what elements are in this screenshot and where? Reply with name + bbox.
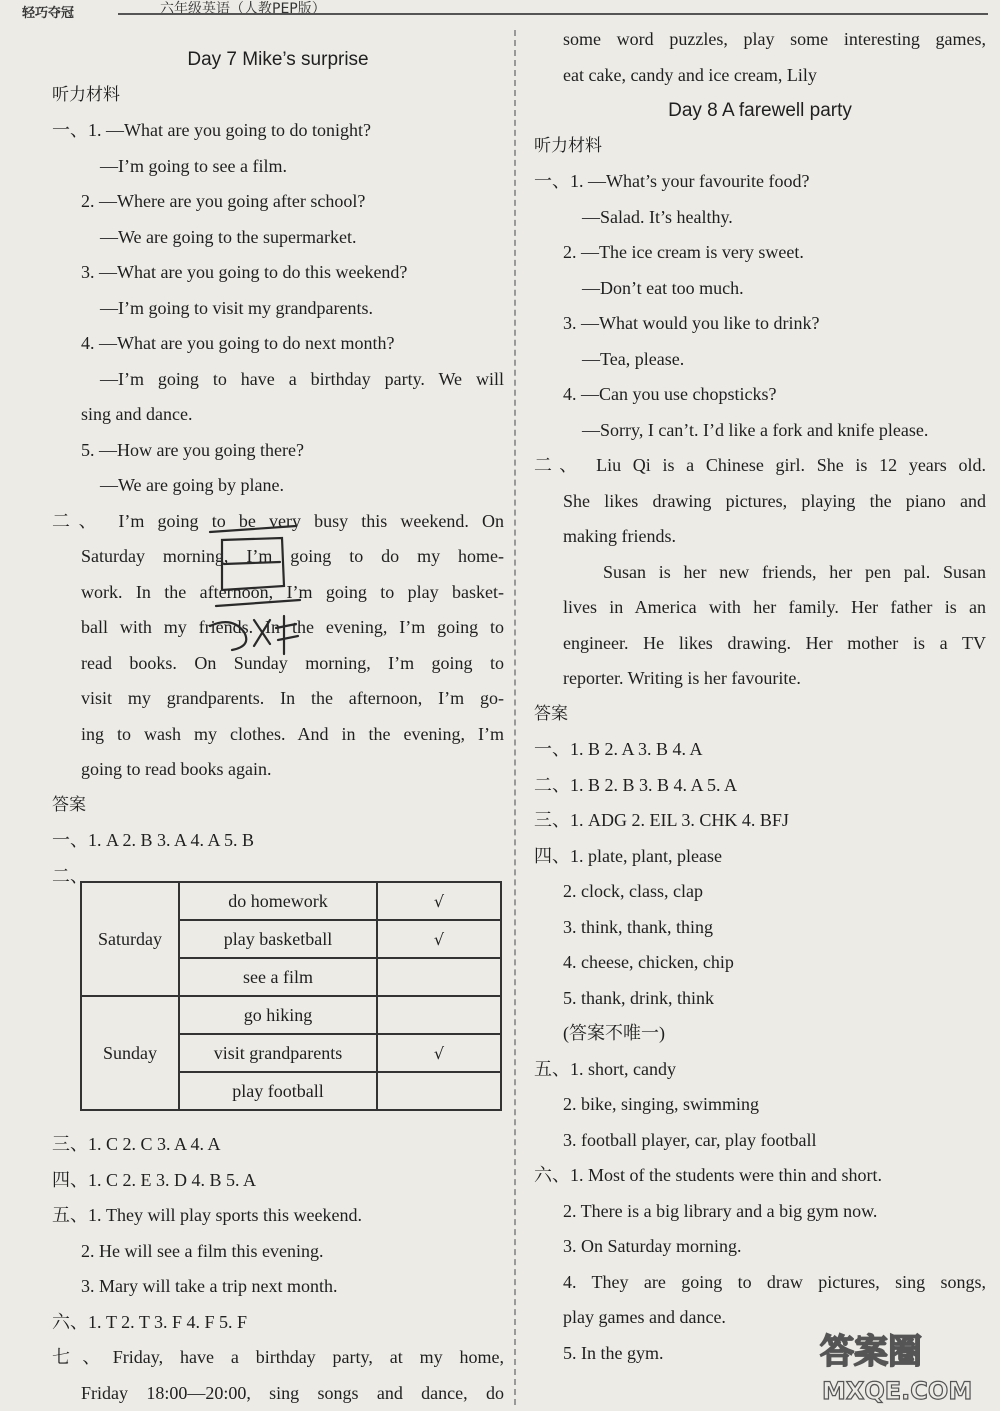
text-line: —I’m going to visit my grandparents. bbox=[52, 291, 504, 327]
table-row bbox=[81, 996, 501, 1034]
left-column-lower bbox=[52, 1127, 504, 1411]
watermark-url: MXQE.COM bbox=[822, 1377, 972, 1405]
answer-line: 三、1. C 2. C 3. A 4. A bbox=[52, 1127, 504, 1163]
day7-title: Day 7 Mike’s surprise bbox=[52, 42, 504, 78]
answer-line: 2. He will see a film this evening. bbox=[52, 1234, 504, 1270]
text-line: —We are going to the supermarket. bbox=[52, 220, 504, 256]
text-line: —Tea, please. bbox=[534, 342, 986, 378]
text-line: lives in America with her family. Her father is an bbox=[534, 590, 986, 626]
text-line: She likes drawing pictures, playing the piano and bbox=[534, 484, 986, 520]
answer-line: Friday 18:00—20:00, sing songs and dance, do bbox=[52, 1376, 504, 1411]
watermark-main: 答案圈 bbox=[820, 1332, 922, 1372]
answer-line: 五、1. short, candy bbox=[534, 1052, 986, 1088]
day-cell: Saturday bbox=[81, 882, 179, 996]
text-line: 一、1. —What are you going to do tonight? bbox=[52, 113, 504, 149]
text-line: ing to wash my clothes. And in the evening, I’m bbox=[52, 717, 504, 753]
answers-heading: 答案 bbox=[534, 697, 986, 733]
answer-line: 2. There is a big library and a big gym now. bbox=[534, 1194, 986, 1230]
left-column bbox=[52, 42, 504, 894]
column-divider bbox=[514, 30, 516, 1405]
activity-cell: play football bbox=[179, 1072, 377, 1110]
answer-line: 5. thank, drink, think bbox=[534, 981, 986, 1017]
text-line: making friends. bbox=[534, 519, 986, 555]
text-line: work. In the afternoon, I’m going to play basket- bbox=[52, 575, 504, 611]
activity-cell: do homework bbox=[179, 882, 377, 920]
text-line: —Don’t eat too much. bbox=[534, 271, 986, 307]
answer-line: 3. Mary will take a trip next month. bbox=[52, 1269, 504, 1305]
listening-part2 bbox=[52, 504, 504, 788]
text-line: —I’m going to see a film. bbox=[52, 149, 504, 185]
text-line: 4. —What are you going to do next month? bbox=[52, 326, 504, 362]
day-cell: Sunday bbox=[81, 996, 179, 1110]
header-rule bbox=[118, 13, 988, 15]
text-line: 一、1. —What’s your favourite food? bbox=[534, 164, 986, 200]
answer-line: 3. football player, car, play football bbox=[534, 1123, 986, 1159]
check-cell bbox=[377, 996, 501, 1034]
right-column bbox=[534, 22, 986, 1371]
answer-line: 一、1. B 2. A 3. B 4. A bbox=[534, 732, 986, 768]
answer-line: 3. think, thank, thing bbox=[534, 910, 986, 946]
answer-line: 六、1. T 2. T 3. F 4. F 5. F bbox=[52, 1305, 504, 1341]
activity-table bbox=[80, 881, 502, 1111]
answer-line: 四、1. C 2. E 3. D 4. B 5. A bbox=[52, 1163, 504, 1199]
answer-line: 3. On Saturday morning. bbox=[534, 1229, 986, 1265]
text-line: 2. —The ice cream is very sweet. bbox=[534, 235, 986, 271]
listening-part1 bbox=[52, 113, 504, 504]
listening-heading: 听力材料 bbox=[52, 78, 504, 114]
answer-line: 三、1. ADG 2. EIL 3. CHK 4. BFJ bbox=[534, 803, 986, 839]
page-header bbox=[0, 0, 1000, 20]
answers-heading: 答案 bbox=[52, 788, 504, 824]
answer-line: 四、1. plate, plant, please bbox=[534, 839, 986, 875]
text-line: 二、 I’m going to be very busy this weekend. On bbox=[52, 504, 504, 540]
text-line: 二、 Liu Qi is a Chinese girl. She is 12 years old. bbox=[534, 448, 986, 484]
text-line: Saturday morning, I’m going to do my home- bbox=[52, 539, 504, 575]
check-cell: √ bbox=[377, 1034, 501, 1072]
text-line: —We are going by plane. bbox=[52, 468, 504, 504]
listening-part2 bbox=[534, 448, 986, 697]
text-line: 3. —What are you going to do this weekend? bbox=[52, 255, 504, 291]
text-line: sing and dance. bbox=[52, 397, 504, 433]
site-watermark bbox=[800, 1325, 996, 1405]
listening-part1 bbox=[534, 164, 986, 448]
activity-cell: see a film bbox=[179, 958, 377, 996]
answer-line: 一、1. A 2. B 3. A 4. A 5. B bbox=[52, 823, 504, 859]
text-line: reporter. Writing is her favourite. bbox=[534, 661, 986, 697]
answer-line: 2. clock, class, clap bbox=[534, 874, 986, 910]
check-cell bbox=[377, 1072, 501, 1110]
answer-line: 二、 bbox=[52, 859, 504, 895]
book-title: 六年级英语（人教PEP版） bbox=[160, 0, 326, 18]
text-line: visit my grandparents. In the afternoon, I’m go- bbox=[52, 681, 504, 717]
answer-line: 七、Friday, have a birthday party, at my home, bbox=[52, 1340, 504, 1376]
text-line: 5. —How are you going there? bbox=[52, 433, 504, 469]
activity-cell: visit grandparents bbox=[179, 1034, 377, 1072]
text-line: read books. On Sunday morning, I’m going to bbox=[52, 646, 504, 682]
listening-heading: 听力材料 bbox=[534, 129, 986, 165]
text-line: going to read books again. bbox=[52, 752, 504, 788]
activity-cell: play basketball bbox=[179, 920, 377, 958]
answer-line: 六、1. Most of the students were thin and short. bbox=[534, 1158, 986, 1194]
activity-cell: go hiking bbox=[179, 996, 377, 1034]
answer-line: 五、1. They will play sports this weekend. bbox=[52, 1198, 504, 1234]
check-cell: √ bbox=[377, 882, 501, 920]
answer-line: play games and dance. bbox=[534, 1300, 986, 1336]
answer-line: 5. In the gym. bbox=[534, 1336, 986, 1372]
text-line: 2. —Where are you going after school? bbox=[52, 184, 504, 220]
check-cell: √ bbox=[377, 920, 501, 958]
text-line: —Salad. It’s healthy. bbox=[534, 200, 986, 236]
answer-note: (答案不唯一) bbox=[534, 1016, 986, 1052]
text-line: ball with my friends. In the evening, I’m going to bbox=[52, 610, 504, 646]
answer-line: 4. They are going to draw pictures, sing songs, bbox=[534, 1265, 986, 1301]
text-line: some word puzzles, play some interesting games, bbox=[534, 22, 986, 58]
publisher-logo: 轻巧夺冠 bbox=[22, 2, 74, 21]
text-line: eat cake, candy and ice cream, Lily bbox=[534, 58, 986, 94]
text-line: 4. —Can you use chopsticks? bbox=[534, 377, 986, 413]
answer-line: 4. cheese, chicken, chip bbox=[534, 945, 986, 981]
text-line: Susan is her new friends, her pen pal. Susan bbox=[534, 555, 986, 591]
day8-title: Day 8 A farewell party bbox=[534, 93, 986, 129]
text-line: —Sorry, I can’t. I’d like a fork and knife please. bbox=[534, 413, 986, 449]
text-line: —I’m going to have a birthday party. We will bbox=[52, 362, 504, 398]
text-line: engineer. He likes drawing. Her mother is a TV bbox=[534, 626, 986, 662]
text-line: 3. —What would you like to drink? bbox=[534, 306, 986, 342]
answer-line: 二、1. B 2. B 3. B 4. A 5. A bbox=[534, 768, 986, 804]
answer-line: 2. bike, singing, swimming bbox=[534, 1087, 986, 1123]
check-cell bbox=[377, 958, 501, 996]
table-row bbox=[81, 882, 501, 920]
